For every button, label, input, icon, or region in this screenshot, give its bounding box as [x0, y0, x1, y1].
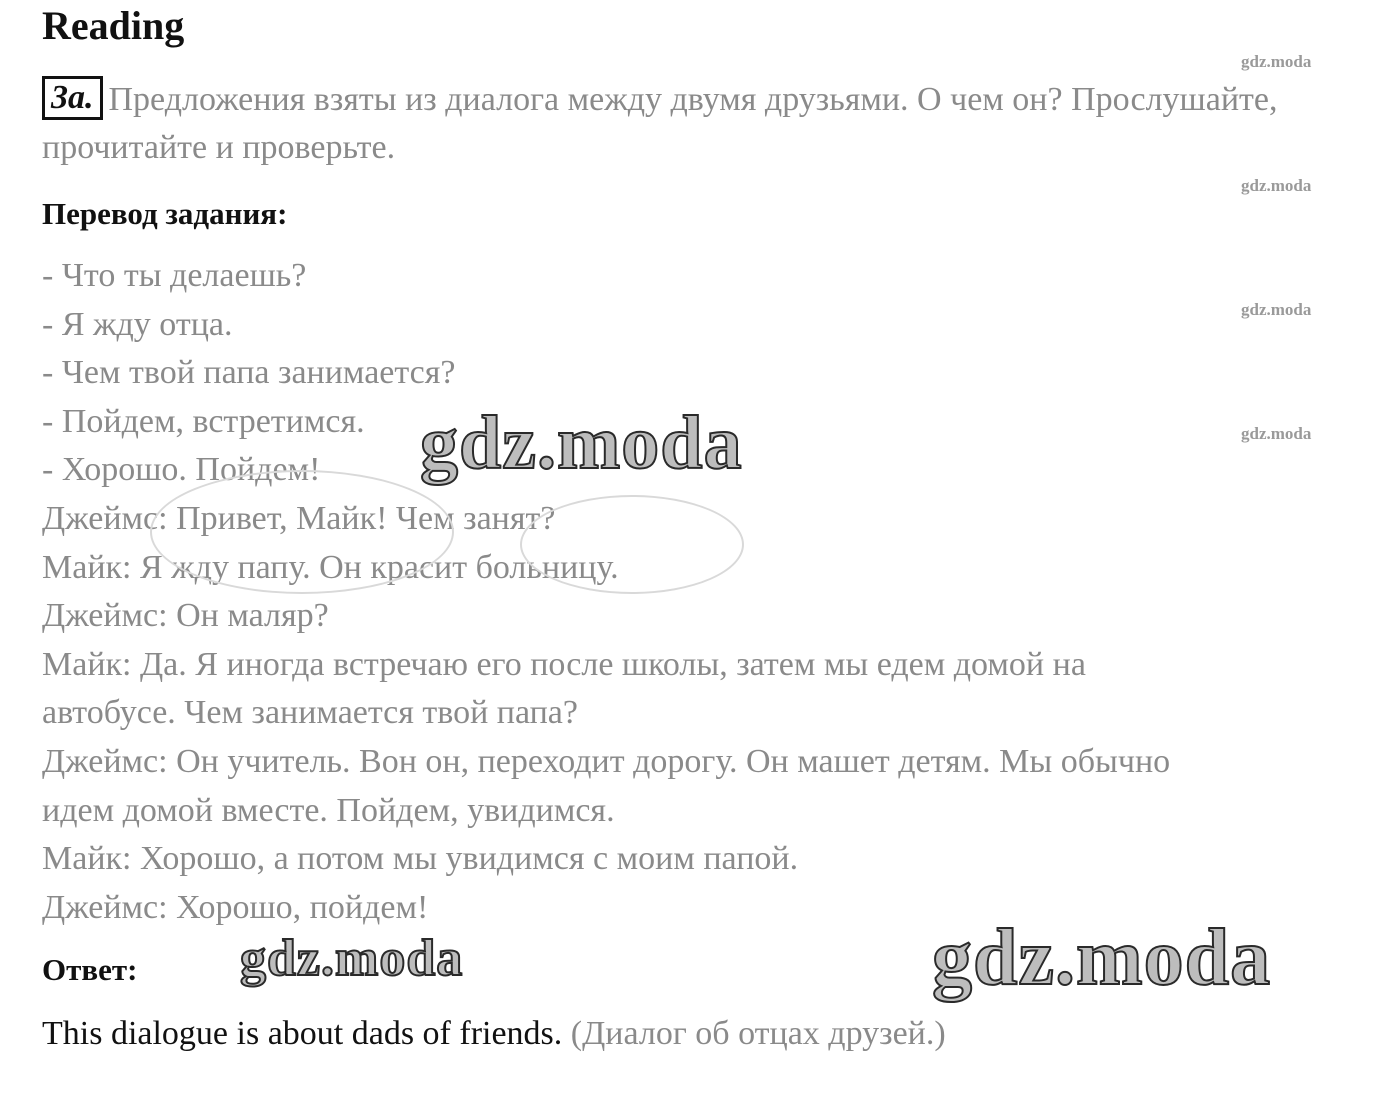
- answer-text: [42, 1010, 946, 1058]
- dialogue-translation: [42, 252, 1362, 932]
- watermark-small: gdz.moda: [1241, 424, 1312, 443]
- dialogue-line: Майк: Хорошо, а потом мы увидимся с моим папой.: [42, 840, 799, 878]
- answer-english: This dialogue is about dads of friends.: [42, 1015, 563, 1052]
- dialogue-line: Джеймс: Он учитель. Вон он, переходит дорогу. Он машет детям. Мы обычно: [42, 742, 1171, 780]
- watermark-large: gdz.moda: [240, 930, 464, 987]
- answer-label: Ответ:: [42, 952, 138, 987]
- dialogue-line: Джеймс: Он маляр?: [42, 597, 329, 635]
- dialogue-line: - Пойдем, встретимся.: [42, 402, 365, 440]
- watermark-small: gdz.moda: [1241, 300, 1312, 319]
- dialogue-line: Майк: Да. Я иногда встречаю его после школы, затем мы едем домой на: [42, 645, 1086, 683]
- pencil-overlay-mark: [520, 495, 744, 594]
- task-number: 3a.: [42, 76, 103, 120]
- translation-label: Перевод задания:: [42, 196, 288, 231]
- answer-russian: (Диалог об отцах друзей.): [570, 1015, 946, 1052]
- dialogue-line: Джеймс: Хорошо, пойдем!: [42, 888, 429, 926]
- dialogue-line: - Я жду отца.: [42, 305, 233, 343]
- pencil-overlay-mark: [150, 470, 454, 594]
- dialogue-line: идем домой вместе. Пойдем, увидимся.: [42, 791, 615, 829]
- dialogue-line: - Чем твой папа занимается?: [42, 354, 456, 392]
- watermark-small: gdz.moda: [1241, 52, 1312, 71]
- watermark-large: gdz.moda: [420, 401, 743, 485]
- watermark-small: gdz.moda: [1241, 176, 1312, 195]
- task-instruction: Предложения взяты из диалога между двумя друзьями. О чем он? Прослушайте, прочитайте и проверьте.: [42, 81, 1278, 166]
- watermark-large: gdz.moda: [932, 914, 1272, 1002]
- page-heading: Reading: [42, 3, 185, 48]
- dialogue-line: Джеймс: Привет, Майк! Чем занят?: [42, 499, 556, 537]
- task-block: [42, 76, 1342, 172]
- dialogue-line: - Хорошо. Пойдем!: [42, 451, 321, 489]
- dialogue-line: Майк: Я жду папу. Он красит больницу.: [42, 548, 619, 586]
- dialogue-line: автобусе. Чем занимается твой папа?: [42, 694, 578, 732]
- dialogue-line: - Что ты делаешь?: [42, 257, 307, 294]
